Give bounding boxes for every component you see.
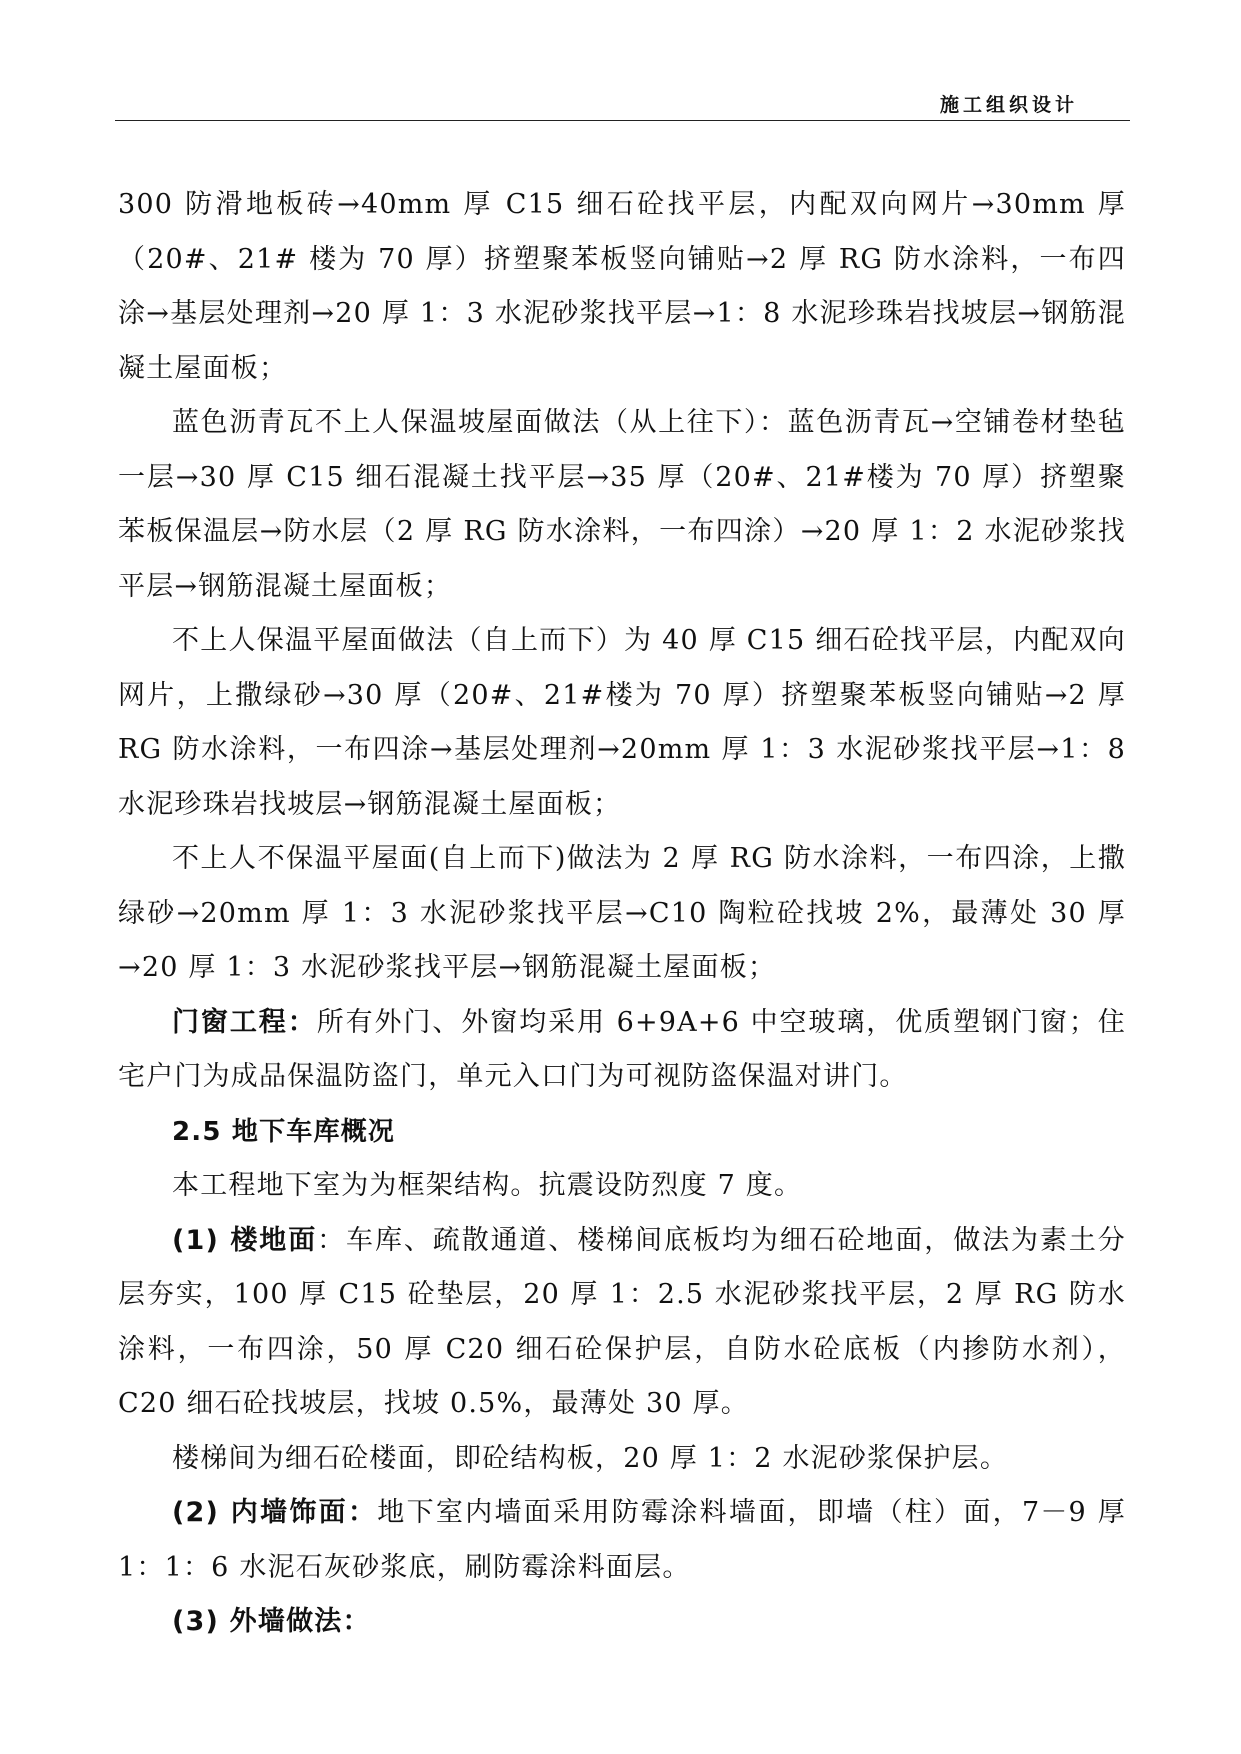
doors-windows-text: 所有外门、外窗均采用 6+9A+6 中空玻璃，优质塑钢门窗；住宅户门为成品保温防盗门，单元入口门为可视防盗保温对讲门。 [118, 1006, 1126, 1092]
floor-text: ：车库、疏散通道、楼梯间底板均为细石砼地面，做法为素土分层夯实，100 厚 C15 砼垫层，20 厚 1：2.5 水泥砂浆找平层，2 厚 RG 防水涂料，一布四涂，50 厚 C20 细石砼保护层，自防水砼底板（内掺防水剂），C20 细石砼找坡层，找坡 0.5%，最薄处 30 厚。 [118, 1224, 1126, 1419]
doors-windows-label: 门窗工程： [172, 1006, 317, 1038]
paragraph-uninsulated-flat-roof: 不上人不保温平屋面(自上而下)做法为 2 厚 RG 防水涂料，一布四涂，上撒绿砂→20mm 厚 1：3 水泥砂浆找平层→C10 陶粒砼找坡 2%，最薄处 30 厚→20 厚 1：3 水泥砂浆找平层→钢筋混凝土屋面板； [118, 843, 1126, 983]
page-header [115, 84, 1130, 121]
paragraph-doors-windows [118, 996, 1126, 1105]
paragraph-floor [118, 1214, 1126, 1432]
header-title: 施工组织设计 [939, 94, 1078, 116]
paragraph-interior-wall [118, 1486, 1126, 1595]
paragraph-stairwell: 楼梯间为细石砼楼面，即砼结构板，20 厚 1：2 水泥砂浆保护层。 [172, 1442, 1009, 1474]
floor-label: (1) 楼地面 [172, 1224, 318, 1256]
interior-wall-text: 地下室内墙面采用防霉涂料墙面，即墙（柱）面，7－9 厚 1：1：6 水泥石灰砂浆底，刷防霉涂料面层。 [118, 1497, 1127, 1583]
interior-wall-label: (2) 内墙饰面： [172, 1497, 378, 1528]
section-heading-garage: 2.5 地下车库概况 [172, 1116, 396, 1147]
paragraph-asphalt-roof: 蓝色沥青瓦不上人保温坡屋面做法（从上往下）：蓝色沥青瓦→空铺卷材垫毡一层→30 厚 C15 细石混凝土找平层→35 厚（20#、21#楼为 70 厚）挤塑聚苯板保温层→防水层（2 厚 RG 防水涂料，一布四涂）→20 厚 1：2 水泥砂浆找平层→钢筋混凝土屋面板； [118, 407, 1126, 602]
exterior-wall-label: (3) 外墙做法： [172, 1606, 371, 1637]
paragraph-insulated-flat-roof: 不上人保温平屋面做法（自上而下）为 40 厚 C15 细石砼找平层，内配双向网片，上撒绿砂→30 厚（20#、21#楼为 70 厚）挤塑聚苯板竖向铺贴→2 厚 RG 防水涂料，一布四涂→基层处理剂→20mm 厚 1：3 水泥砂浆找平层→1：8 水泥珍珠岩找坡层→钢筋混凝土屋面板； [118, 625, 1126, 820]
paragraph-roof-tile: 300 防滑地板砖→40mm 厚 C15 细石砼找平层，内配双向网片→30mm 厚（20#、21# 楼为 70 厚）挤塑聚苯板竖向铺贴→2 厚 RG 防水涂料，一布四涂→基层处理剂→20 厚 1：3 水泥砂浆找平层→1：8 水泥珍珠岩找坡层→钢筋混凝土屋面板； [118, 189, 1126, 384]
paragraph-exterior-wall [118, 1595, 1126, 1650]
paragraph-basement-structure: 本工程地下室为为框架结构。抗震设防烈度 7 度。 [172, 1170, 803, 1201]
document-body [118, 178, 1126, 1650]
